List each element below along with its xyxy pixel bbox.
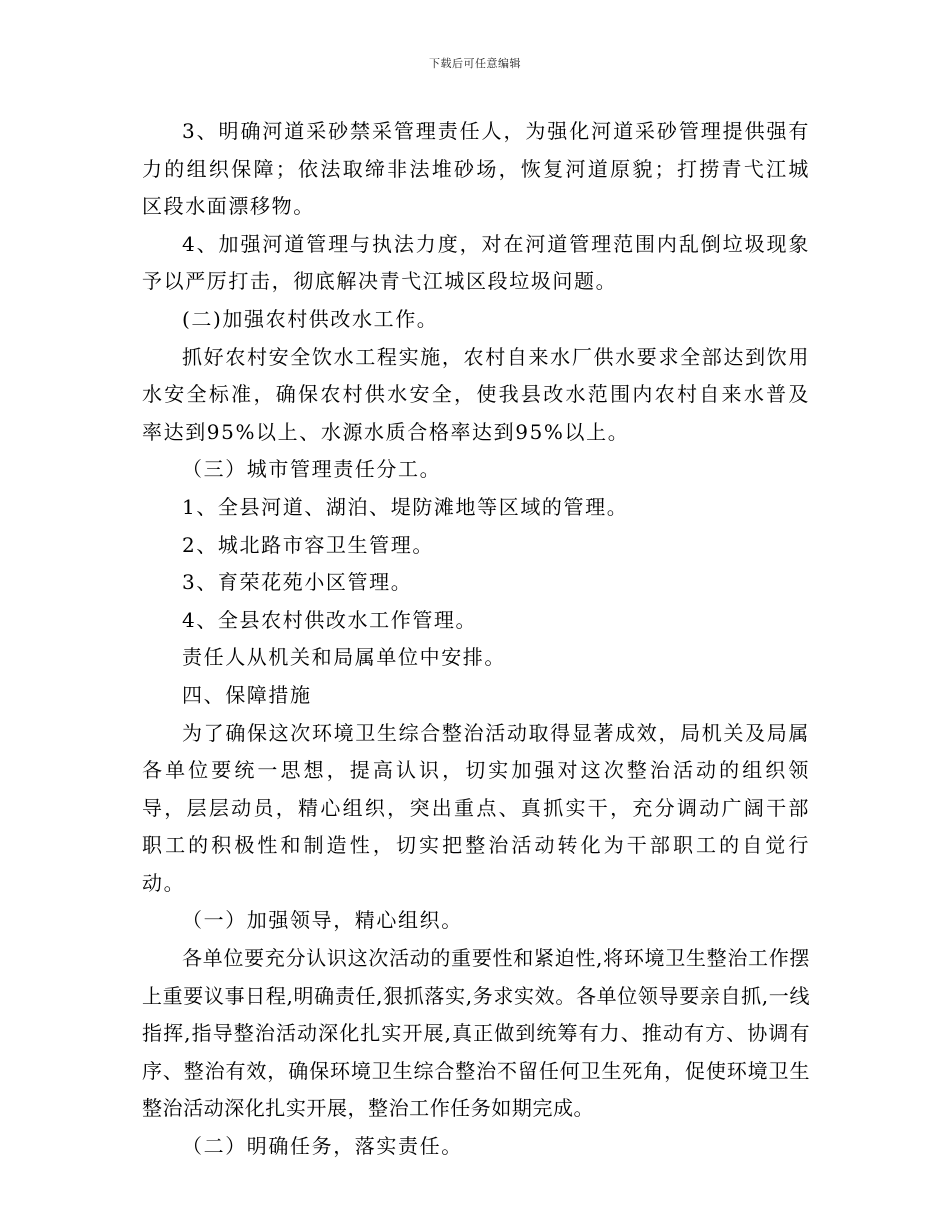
- list-item: 3、育荣花苑小区管理。: [182, 570, 413, 595]
- paragraph: 责任人从机关和局属单位中安排。: [182, 645, 506, 670]
- list-item: 1、全县河道、湖泊、堤防滩地等区域的管理。: [182, 494, 629, 519]
- page-header: 下载后可任意编辑: [429, 57, 521, 70]
- section-heading: （二）明确任务，落实责任。: [182, 1134, 463, 1159]
- paragraph: 3、明确河道采砂禁采管理责任人，为强化河道采砂管理提供强有力的组织保障；依法取缔非法堆砂场，恢复河道原貌；打捞青弋江城区段水面漂移物。: [142, 119, 810, 219]
- section-heading: （三）城市管理责任分工。: [182, 457, 442, 482]
- paragraph: 为了确保这次环境卫生综合整治活动取得显著成效，局机关及局属各单位要统一思想，提高认识，切实加强对这次整治活动的组织领导，层层动员，精心组织，突出重点、真抓实干，充分调动广阔干部职工的积极性和制造性，切实把整治活动转化为干部职工的自觉行动。: [142, 720, 810, 895]
- list-item: 2、城北路市容卫生管理。: [182, 532, 434, 557]
- paragraph: 4、加强河道管理与执法力度，对在河道管理范围内乱倒垃圾现象予以严厉打击，彻底解决青弋江城区段垃圾问题。: [142, 231, 810, 294]
- list-item: 4、全县农村供改水工作管理。: [182, 607, 478, 632]
- document-body: [142, 113, 810, 1166]
- paragraph: 各单位要充分认识这次活动的重要性和紧迫性,将环境卫生整治工作摆上重要议事日程,明确责任,狠抓落实,务求实效。各单位领导要亲自抓,一线指挥,指导整治活动深化扎实开展,真正做到统筹有力、推动有方、协调有序、整治有效，确保环境卫生综合整治不留任何卫生死角，促使环境卫生整治活动深化扎实开展，整治工作任务如期完成。: [142, 946, 810, 1121]
- section-heading: 四、保障措施: [182, 682, 312, 707]
- paragraph: 抓好农村安全饮水工程实施，农村自来水厂供水要求全部达到饮用水安全标准，确保农村供水安全，使我县改水范围内农村自来水普及率达到95%以上、水源水质合格率达到95%以上。: [142, 344, 810, 444]
- section-heading: (二)加强农村供改水工作。: [182, 306, 439, 331]
- section-heading: （一）加强领导，精心组织。: [182, 908, 463, 933]
